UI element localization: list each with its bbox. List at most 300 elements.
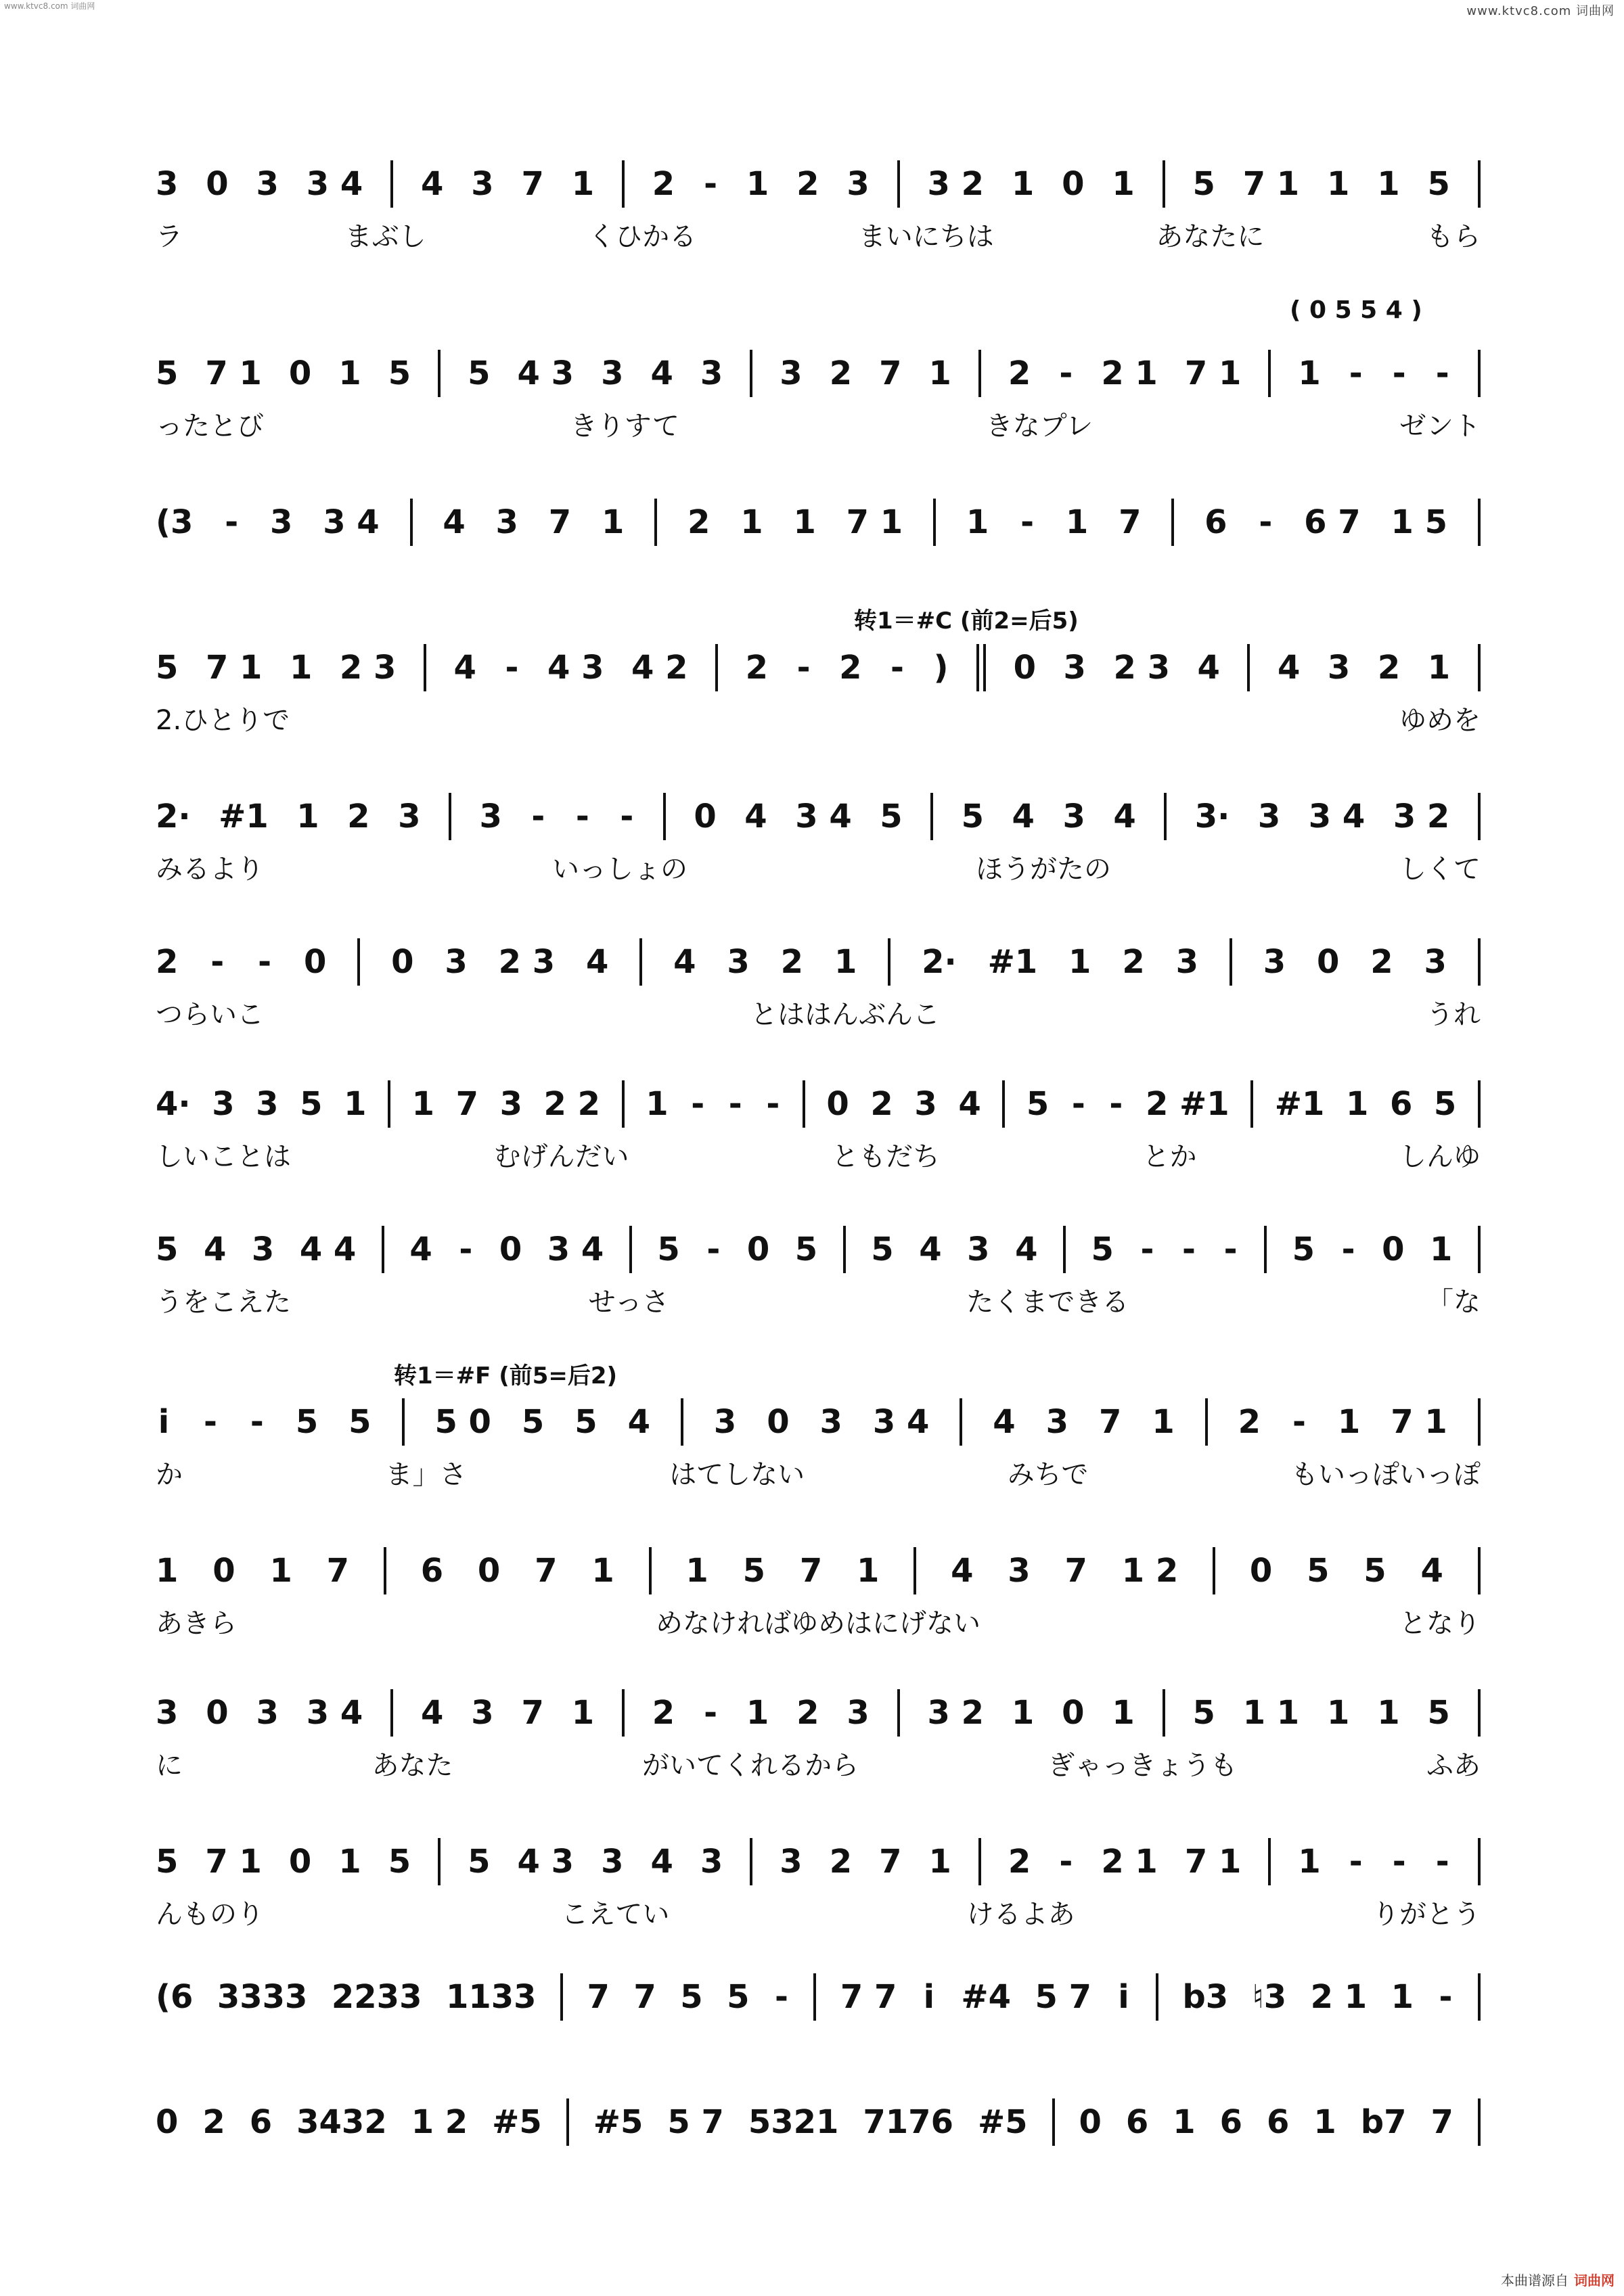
note: - bbox=[691, 1085, 705, 1123]
note: #5 bbox=[492, 2103, 542, 2141]
barline bbox=[978, 1838, 981, 1885]
barline bbox=[424, 644, 426, 691]
note: 7 bbox=[879, 1843, 902, 1881]
barline bbox=[1268, 350, 1271, 397]
note: 0 bbox=[1062, 1694, 1085, 1732]
barline bbox=[933, 499, 936, 546]
lyric: ま」さ bbox=[385, 1459, 467, 1490]
note: 4 bbox=[586, 943, 609, 981]
note: 4 3 bbox=[517, 1843, 574, 1881]
barline bbox=[1478, 793, 1481, 840]
note: 3 bbox=[1045, 1403, 1069, 1441]
lyric: しんゆ bbox=[1399, 1141, 1481, 1172]
lyric: こえてい bbox=[561, 1898, 670, 1930]
note: 4 bbox=[1420, 1552, 1443, 1590]
note: 4 bbox=[1197, 649, 1220, 687]
note: 7 bbox=[799, 1552, 823, 1590]
barline bbox=[1478, 1547, 1481, 1594]
score-line bbox=[156, 1691, 1481, 1833]
barline bbox=[560, 1973, 563, 2021]
note: 3 bbox=[251, 1231, 275, 1268]
note: 7 bbox=[521, 1694, 544, 1732]
note: 5 bbox=[1307, 1552, 1330, 1590]
note: 5 bbox=[1427, 1694, 1450, 1732]
lyric: ほうがたの bbox=[976, 853, 1111, 885]
note: 5 bbox=[156, 354, 179, 392]
note: 3 bbox=[700, 354, 723, 392]
score-line bbox=[156, 795, 1481, 937]
note: 3 bbox=[495, 503, 518, 541]
footer-logo: 词曲网 bbox=[1574, 2272, 1615, 2289]
note: 3 bbox=[256, 165, 279, 203]
note: 1 bbox=[1152, 1403, 1175, 1441]
note-row bbox=[156, 162, 1481, 206]
barline bbox=[622, 1080, 625, 1128]
lyric-row bbox=[156, 1453, 1481, 1491]
note: 1 2 bbox=[1121, 1552, 1179, 1590]
lyric: に bbox=[156, 1749, 183, 1781]
barline bbox=[715, 644, 718, 691]
note: 5 bbox=[1292, 1231, 1315, 1268]
lyric: あきら bbox=[156, 1607, 237, 1639]
note: 3 bbox=[156, 165, 179, 203]
note: 4 bbox=[951, 1552, 974, 1590]
note: 3 bbox=[398, 798, 421, 835]
note: 2 bbox=[796, 1694, 819, 1732]
note: - bbox=[1059, 354, 1073, 392]
lyric: みるより bbox=[156, 853, 264, 885]
note: 1 bbox=[571, 165, 595, 203]
note: 3 4 bbox=[872, 1403, 930, 1441]
note: 0 bbox=[156, 2103, 179, 2141]
lyric: とか bbox=[1142, 1141, 1197, 1172]
note: 2233 bbox=[331, 1978, 422, 2016]
note: 3 bbox=[256, 1694, 279, 1732]
note: 6 bbox=[249, 2103, 273, 2141]
barline bbox=[1478, 644, 1481, 691]
barline bbox=[1478, 1080, 1481, 1128]
lyric-row bbox=[156, 405, 1481, 442]
note: 3 bbox=[967, 1231, 990, 1268]
note: 1 bbox=[834, 943, 857, 981]
lyric: とははんぶんこ bbox=[750, 998, 940, 1030]
lyric-row bbox=[156, 1744, 1481, 1782]
note: 4 bbox=[420, 1694, 444, 1732]
double-barline bbox=[976, 644, 986, 691]
note: 5 bbox=[1427, 165, 1450, 203]
note: 3 bbox=[727, 943, 750, 981]
note: 0 bbox=[826, 1085, 849, 1123]
note: 0 bbox=[206, 165, 229, 203]
note: 1 bbox=[740, 503, 763, 541]
note: 7 bbox=[535, 1552, 558, 1590]
note: 2 1 bbox=[1310, 1978, 1368, 2016]
barline bbox=[1250, 1080, 1253, 1128]
note: 6 bbox=[420, 1552, 444, 1590]
note: 3 4 bbox=[795, 798, 852, 835]
note: 5 bbox=[388, 354, 411, 392]
score-line bbox=[156, 1400, 1481, 1542]
note: 1 bbox=[793, 503, 816, 541]
lyric: いっしょの bbox=[552, 853, 687, 885]
note: b3 bbox=[1182, 1978, 1229, 2016]
note: 1 bbox=[338, 1843, 361, 1881]
note: - bbox=[620, 798, 634, 835]
lyric: あなたに bbox=[1156, 221, 1265, 252]
note: 1 bbox=[1327, 165, 1350, 203]
note: 4 3 bbox=[517, 354, 574, 392]
barline bbox=[1478, 1838, 1481, 1885]
note: - bbox=[531, 798, 545, 835]
note: 5 bbox=[1433, 1085, 1457, 1123]
note: - bbox=[704, 1694, 717, 1732]
note-row bbox=[156, 1691, 1481, 1735]
note: 3 bbox=[700, 1843, 723, 1881]
note: 0 bbox=[391, 943, 414, 981]
annotation-intro: ( 0 5 5 4 ) bbox=[1290, 296, 1422, 324]
note: - bbox=[766, 1085, 780, 1123]
barline bbox=[930, 793, 933, 840]
barline bbox=[1478, 499, 1481, 546]
note: 3 2 bbox=[927, 165, 984, 203]
note: 0 bbox=[288, 1843, 312, 1881]
lyric: くひかる bbox=[588, 221, 697, 252]
barline bbox=[978, 350, 981, 397]
note: 2 bbox=[1122, 943, 1145, 981]
note: - bbox=[1341, 1231, 1355, 1268]
barline bbox=[1002, 1080, 1005, 1128]
lyric: たくまできる bbox=[966, 1286, 1129, 1318]
note: 7 bbox=[1430, 2103, 1453, 2141]
lyric: まいにちは bbox=[858, 221, 994, 252]
lyric: きなプレ bbox=[985, 410, 1093, 442]
barline bbox=[1247, 644, 1250, 691]
note: #1 bbox=[987, 943, 1038, 981]
note-row bbox=[156, 1228, 1481, 1271]
note-row bbox=[156, 1549, 1481, 1592]
note-row bbox=[156, 1400, 1481, 1444]
note: 3 bbox=[212, 1085, 235, 1123]
note: #5 bbox=[593, 2103, 644, 2141]
note: 1 bbox=[646, 1085, 669, 1123]
header-right-text: www.ktvc8.com 词曲网 bbox=[1466, 4, 1615, 18]
note: 2 bbox=[687, 503, 710, 541]
note: 2 bbox=[652, 165, 675, 203]
note: 7 bbox=[1064, 1552, 1087, 1590]
note: 3 bbox=[1008, 1552, 1031, 1590]
note: 1 bbox=[296, 798, 319, 835]
note: 7 1 bbox=[1391, 1403, 1447, 1441]
note: 7 1 bbox=[205, 354, 262, 392]
note: 3 bbox=[471, 165, 494, 203]
note: 3 bbox=[914, 1085, 937, 1123]
barline bbox=[843, 1226, 846, 1273]
note-row bbox=[156, 352, 1481, 395]
note: 4 bbox=[993, 1403, 1016, 1441]
note: - bbox=[796, 649, 811, 687]
note: - bbox=[1140, 1231, 1154, 1268]
note: 1 bbox=[966, 503, 989, 541]
note: 1 bbox=[685, 1552, 708, 1590]
score-line bbox=[156, 940, 1481, 1082]
note: 1 bbox=[289, 649, 313, 687]
note: 2 3 bbox=[498, 943, 556, 981]
note: - bbox=[1435, 354, 1449, 392]
barline bbox=[1205, 1398, 1208, 1446]
note: 0 bbox=[303, 943, 327, 981]
note: 2 bbox=[156, 943, 179, 981]
lyric: ぎゃっきょうも bbox=[1047, 1749, 1238, 1781]
note: 2 bbox=[796, 165, 819, 203]
barline bbox=[566, 2098, 569, 2146]
note: 6 bbox=[1267, 2103, 1290, 2141]
note: 1 bbox=[857, 1552, 880, 1590]
note: - bbox=[890, 649, 904, 687]
note: 1 bbox=[928, 354, 951, 392]
note: - bbox=[258, 943, 272, 981]
footer-text: 本曲谱源自 bbox=[1501, 2272, 1569, 2289]
note: 4 bbox=[420, 165, 444, 203]
note: 5 bbox=[742, 1552, 765, 1590]
annotation-key-change-c: 转1＝#C (前2=后5) bbox=[854, 607, 1079, 635]
note: 2· bbox=[922, 943, 957, 981]
note-row bbox=[156, 1840, 1481, 1883]
note: - bbox=[1109, 1085, 1123, 1123]
note: 3 4 bbox=[306, 165, 363, 203]
note: 1 5 bbox=[1391, 503, 1447, 541]
note: 7 bbox=[1119, 503, 1142, 541]
note: 5 bbox=[574, 1403, 597, 1441]
note: 1 bbox=[269, 1552, 292, 1590]
note: 2 bbox=[202, 2103, 225, 2141]
lyric: んものり bbox=[156, 1898, 264, 1930]
note: 2 1 bbox=[1101, 1843, 1158, 1881]
note: i bbox=[158, 1403, 170, 1441]
note: 5 bbox=[727, 1978, 750, 2016]
lyric-row bbox=[156, 993, 1481, 1031]
note: - bbox=[706, 1231, 721, 1268]
note: 4 bbox=[650, 354, 673, 392]
note: 3 bbox=[1063, 649, 1086, 687]
note: 5 0 bbox=[434, 1403, 491, 1441]
note: 3 bbox=[1257, 798, 1281, 835]
note: 7 bbox=[326, 1552, 350, 1590]
note: 2 bbox=[745, 649, 768, 687]
lyric-row bbox=[156, 215, 1481, 253]
note: 3 bbox=[499, 1085, 522, 1123]
note: 3 bbox=[1424, 943, 1447, 981]
note: #1 bbox=[219, 798, 269, 835]
note: b7 bbox=[1360, 2103, 1407, 2141]
barline bbox=[622, 1689, 625, 1737]
note: 7 bbox=[455, 1085, 479, 1123]
lyric: つらいこ bbox=[156, 998, 264, 1030]
lyric-row bbox=[156, 699, 1481, 737]
lyric: むげんだい bbox=[493, 1141, 629, 1172]
barline bbox=[888, 938, 890, 986]
note: - bbox=[1292, 1403, 1306, 1441]
score-line bbox=[156, 1082, 1481, 1224]
note: 5 bbox=[348, 1403, 371, 1441]
note: 7 bbox=[521, 165, 544, 203]
note: - bbox=[1349, 354, 1363, 392]
lyric-row bbox=[156, 848, 1481, 886]
note: 7 7 bbox=[840, 1978, 897, 2016]
note: 2 1 bbox=[1101, 354, 1158, 392]
score-line bbox=[156, 646, 1481, 788]
note: - bbox=[1071, 1085, 1085, 1123]
note: 0 bbox=[1249, 1552, 1273, 1590]
barline bbox=[402, 1398, 405, 1446]
note: 2 bbox=[1238, 1403, 1261, 1441]
lyric: あなた bbox=[371, 1749, 453, 1781]
note: 5 bbox=[156, 1231, 179, 1268]
note: 6 bbox=[1125, 2103, 1149, 2141]
note: 3 bbox=[479, 798, 502, 835]
lyric-row bbox=[156, 1602, 1481, 1640]
lyric: ゼント bbox=[1399, 410, 1481, 442]
barline bbox=[388, 1080, 390, 1128]
note: 0 bbox=[694, 798, 717, 835]
note: 7176 bbox=[863, 2103, 953, 2141]
note: ♮3 bbox=[1252, 1978, 1287, 2016]
note: 1 bbox=[1298, 1843, 1321, 1881]
note: 2 bbox=[1377, 649, 1401, 687]
note: 3 bbox=[819, 1403, 842, 1441]
lyric: けるよあ bbox=[966, 1898, 1075, 1930]
note: 1 bbox=[591, 1552, 614, 1590]
note: 6 7 bbox=[1304, 503, 1361, 541]
lyric: となり bbox=[1399, 1607, 1481, 1639]
barline bbox=[1156, 1973, 1158, 2021]
lyric: ふあ bbox=[1426, 1749, 1481, 1781]
note: 3 4 bbox=[1308, 798, 1366, 835]
note: 4 bbox=[627, 1403, 650, 1441]
barline bbox=[1478, 350, 1481, 397]
note: 1 bbox=[1112, 1694, 1135, 1732]
footer bbox=[1501, 2270, 1615, 2289]
lyric-row bbox=[156, 1135, 1481, 1173]
note: - bbox=[575, 798, 589, 835]
note: 3 4 bbox=[306, 1694, 363, 1732]
barline bbox=[1171, 499, 1174, 546]
note: 3 bbox=[601, 1843, 624, 1881]
score-line bbox=[156, 1975, 1481, 2117]
note: 0 bbox=[1316, 943, 1340, 981]
note: 1 bbox=[1313, 2103, 1336, 2141]
note: 7 1 bbox=[1242, 165, 1300, 203]
barline bbox=[390, 160, 393, 208]
barline bbox=[1268, 1838, 1271, 1885]
note: 2 bbox=[1008, 354, 1031, 392]
note: 2 2 bbox=[543, 1085, 601, 1123]
note: 5 bbox=[468, 354, 491, 392]
barline bbox=[1478, 1398, 1481, 1446]
lyric: まぶし bbox=[344, 221, 426, 252]
barline bbox=[897, 1689, 900, 1737]
lyric-row bbox=[156, 1281, 1481, 1318]
barline bbox=[813, 1973, 816, 2021]
note: 3 bbox=[601, 354, 624, 392]
barline bbox=[1213, 1547, 1215, 1594]
note: 0 bbox=[1013, 649, 1036, 687]
note-row bbox=[156, 1975, 1481, 2019]
lyric: めなければゆめはにげない bbox=[656, 1607, 980, 1639]
note: 3 bbox=[847, 165, 870, 203]
barline bbox=[1478, 2098, 1481, 2146]
lyric: うをこえた bbox=[156, 1286, 291, 1318]
note-row bbox=[156, 1082, 1481, 1126]
note: 7 1 bbox=[1184, 354, 1242, 392]
barline bbox=[663, 793, 666, 840]
lyric: 2.ひとりで bbox=[156, 704, 290, 736]
barline bbox=[449, 793, 451, 840]
note: 0 bbox=[212, 1552, 235, 1590]
barline bbox=[1478, 1689, 1481, 1737]
note: 6 bbox=[1389, 1085, 1413, 1123]
note: 2 bbox=[652, 1694, 675, 1732]
note: 7 bbox=[879, 354, 902, 392]
barline bbox=[1163, 160, 1165, 208]
note: 4 bbox=[958, 1085, 981, 1123]
note-row bbox=[156, 795, 1481, 838]
note: 5 bbox=[388, 1843, 411, 1881]
barline bbox=[1478, 938, 1481, 986]
note: 7 1 bbox=[846, 503, 903, 541]
note: - bbox=[459, 1231, 473, 1268]
note: 3 bbox=[847, 1694, 870, 1732]
barline bbox=[1264, 1226, 1267, 1273]
note: 1 bbox=[1427, 649, 1451, 687]
note: 0 bbox=[499, 1231, 522, 1268]
lyric: か bbox=[156, 1459, 183, 1490]
note: 3 bbox=[471, 1694, 494, 1732]
note: - bbox=[704, 165, 717, 203]
barline bbox=[382, 1226, 384, 1273]
note: 0 bbox=[288, 354, 312, 392]
note: 1 bbox=[344, 1085, 367, 1123]
lyric: ラ bbox=[156, 221, 183, 252]
note: - bbox=[250, 1403, 264, 1441]
note: 4 2 bbox=[631, 649, 688, 687]
note: 5 bbox=[1363, 1552, 1386, 1590]
note: 0 bbox=[477, 1552, 501, 1590]
barline bbox=[438, 350, 441, 397]
barline bbox=[1164, 793, 1167, 840]
note: 3 4 bbox=[547, 1231, 604, 1268]
note: 3 bbox=[713, 1403, 737, 1441]
lyric: りがとう bbox=[1372, 1898, 1481, 1930]
barline bbox=[639, 938, 642, 986]
barline bbox=[897, 160, 900, 208]
lyric: しいことは bbox=[156, 1141, 291, 1172]
note: 3 bbox=[156, 1694, 179, 1732]
note: 1 bbox=[1327, 1694, 1350, 1732]
note: 0 bbox=[206, 1694, 229, 1732]
barline bbox=[390, 1689, 393, 1737]
note: 4 3 bbox=[547, 649, 604, 687]
note: 4 bbox=[1012, 798, 1035, 835]
note: 3432 bbox=[296, 2103, 387, 2141]
note: 5 7 bbox=[667, 2103, 724, 2141]
lyric: もいっぽいっぽ bbox=[1290, 1459, 1481, 1490]
note: 4 bbox=[409, 1231, 432, 1268]
note: 5 bbox=[880, 798, 903, 835]
note: 4 bbox=[443, 503, 466, 541]
note: 2· bbox=[156, 798, 191, 835]
note: 1 bbox=[1068, 943, 1091, 981]
note: 1 bbox=[1430, 1231, 1453, 1268]
